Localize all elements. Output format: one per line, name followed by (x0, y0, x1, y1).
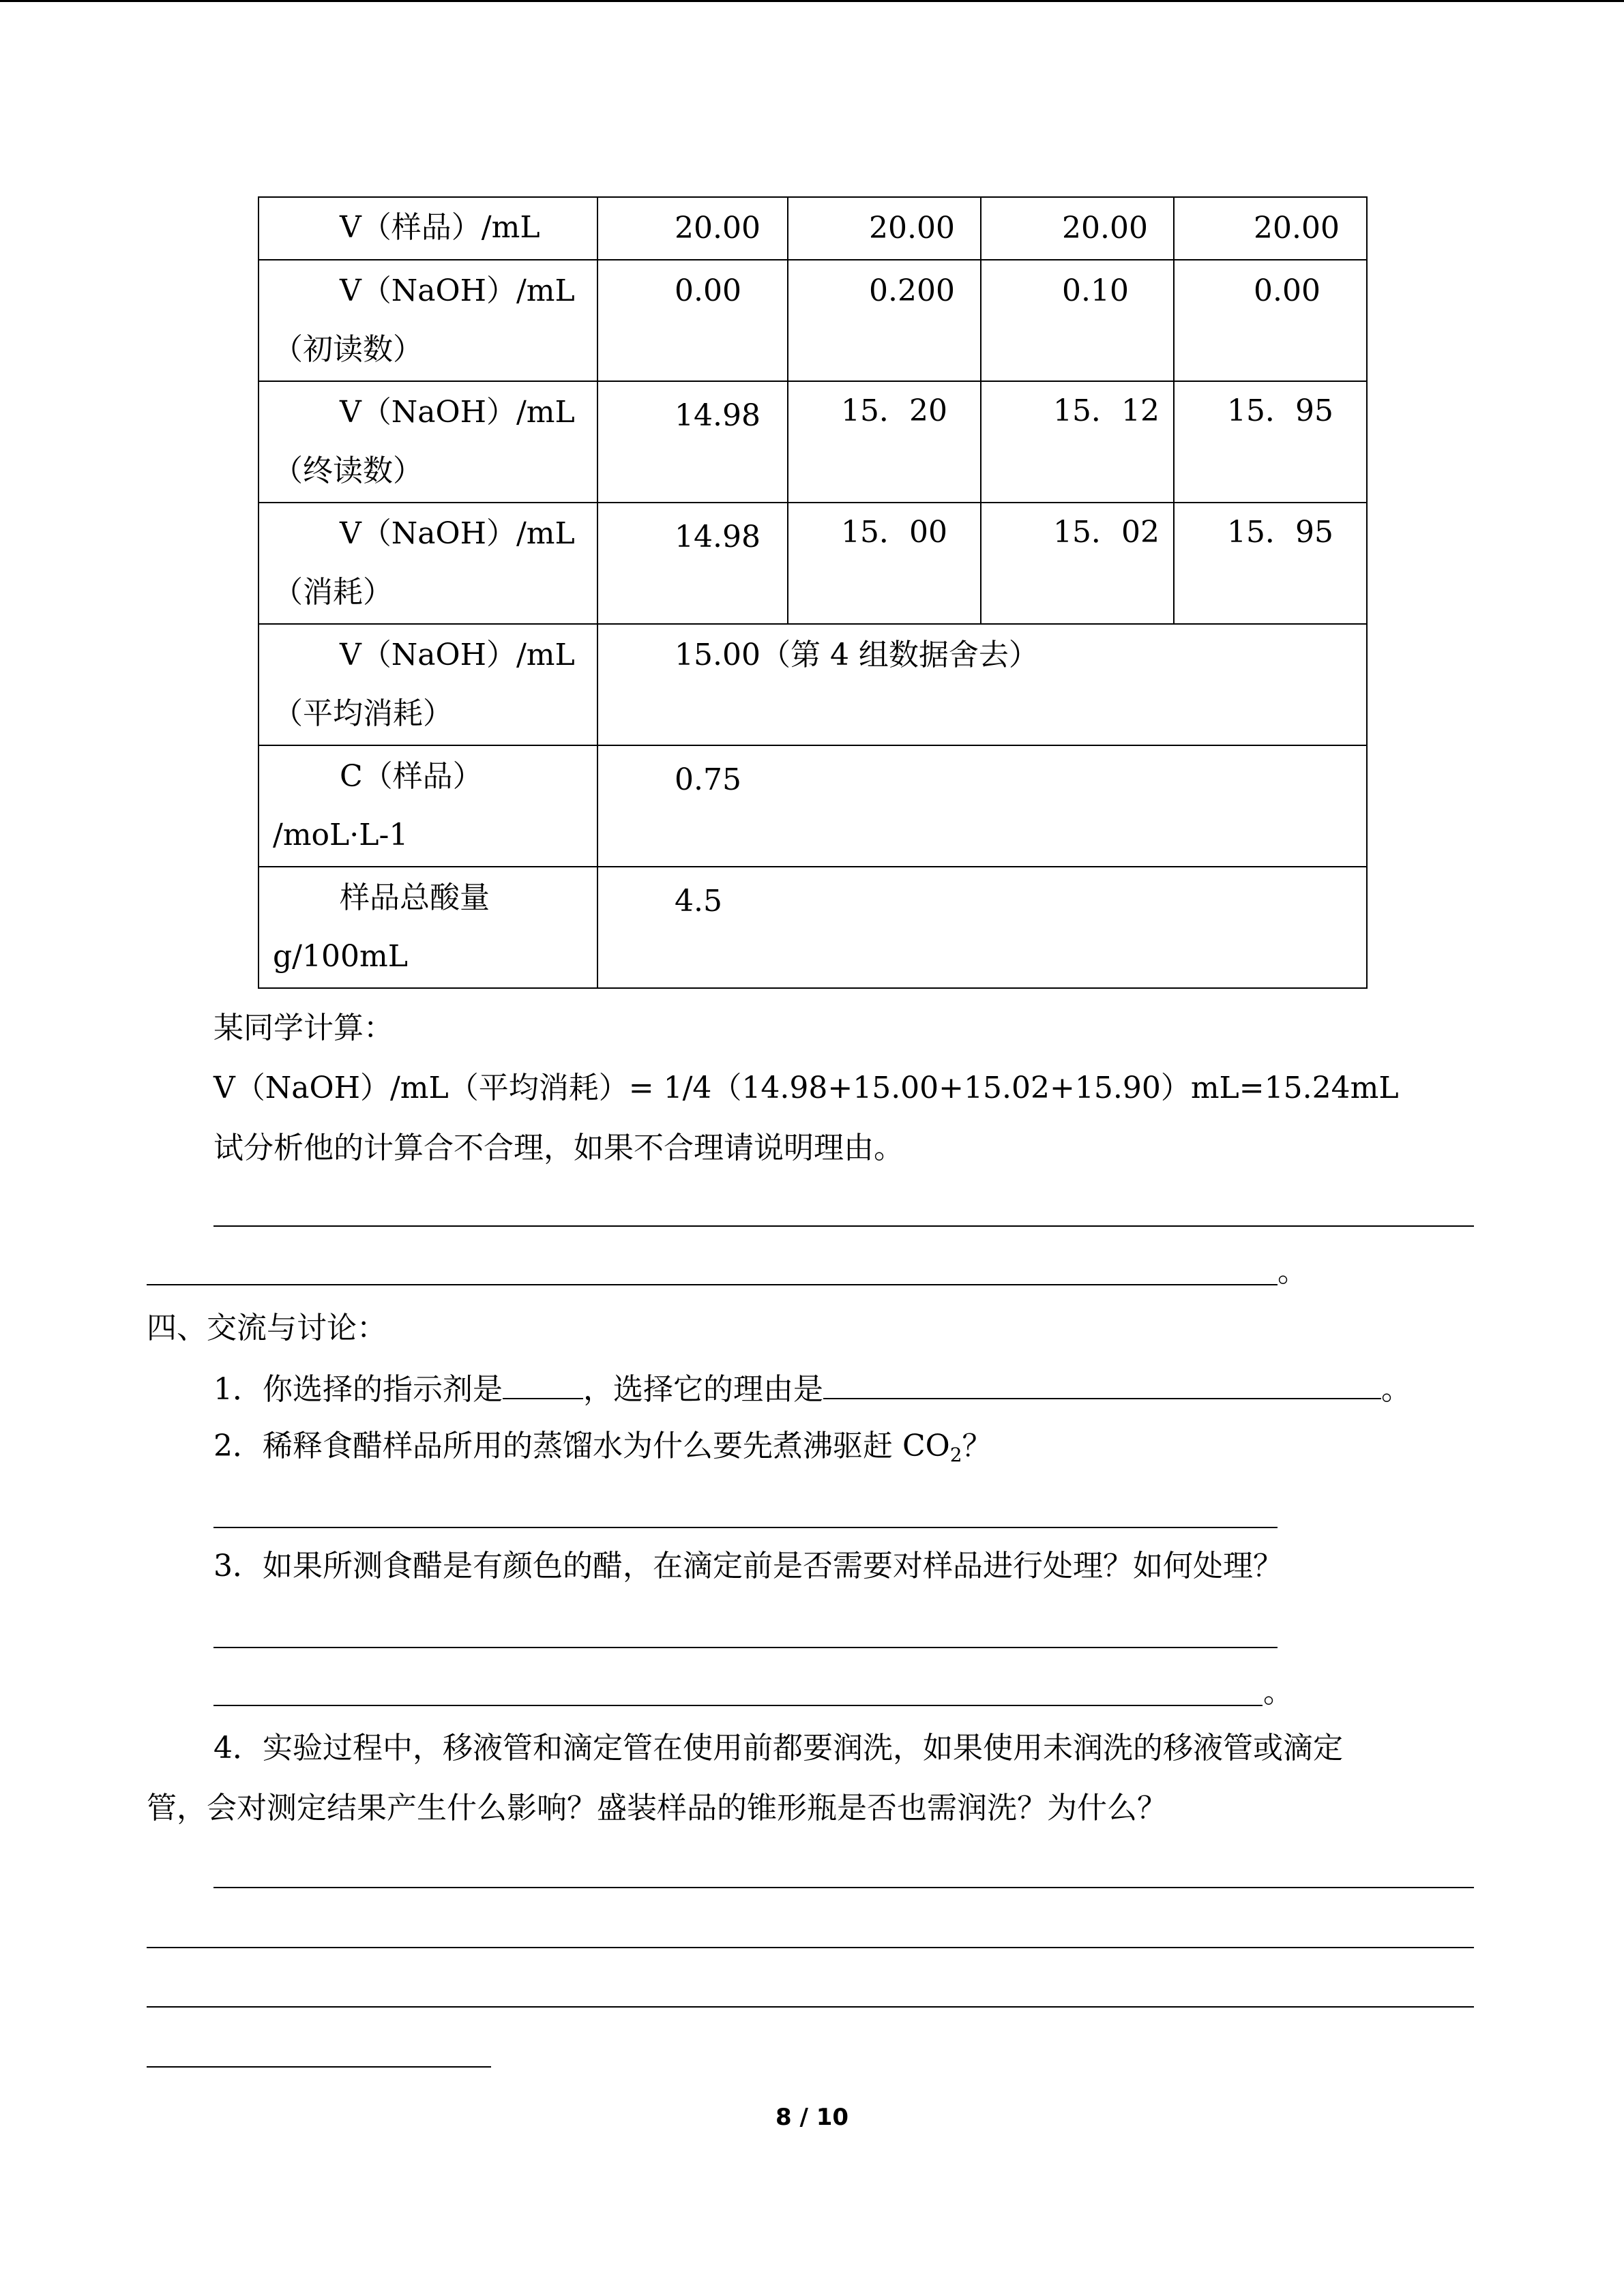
row-label: C（样品） /moL·L-1 (259, 745, 597, 867)
table-cell: 20.00 (1062, 211, 1148, 245)
table-row (259, 745, 1367, 867)
table-cell: 15．00 (841, 515, 947, 550)
table-cell: 15．95 (1227, 393, 1333, 428)
table-cell: 0.200 (869, 273, 955, 308)
question-2: 2．稀释食醋样品所用的蒸馏水为什么要先煮沸驱赶 $CO_2$？ (213, 1429, 992, 1466)
row-label: 样品总酸量 g/100mL (259, 867, 597, 988)
table-cell-merged: 4.5 (675, 884, 722, 919)
table-cell: 15．20 (841, 393, 947, 428)
table-row (259, 197, 1367, 260)
calc-intro: 某同学计算： (213, 1011, 394, 1045)
calc-formula: V（NaOH）/mL（平均消耗）= 1/4（14.98+15.00+15.02+15.90）mL=15.24mL (213, 1071, 1399, 1105)
answer-line (213, 1527, 1278, 1528)
table-row (259, 503, 1367, 624)
row-label: V（NaOH）/mL （平均消耗） (259, 624, 597, 745)
footnote-separator (147, 2066, 491, 2068)
page-number: 8 / 10 (775, 2104, 849, 2131)
table-cell: 20.00 (869, 211, 955, 245)
row-label: V（样品）/mL (259, 197, 597, 260)
table-cell: 14.98 (675, 520, 761, 554)
answer-line (213, 1647, 1278, 1648)
row-label: V（NaOH）/mL （初读数） (259, 260, 597, 381)
table-row (259, 624, 1367, 745)
answer-line (213, 1225, 1474, 1227)
blank-indicator (503, 1372, 583, 1399)
answer-line (147, 1284, 1278, 1285)
top-border (0, 0, 1624, 2)
table-cell: 14.98 (675, 398, 761, 433)
table-row (259, 867, 1367, 988)
answer-line (147, 1947, 1474, 1948)
table-cell: 15．02 (1053, 515, 1160, 550)
table-cell: 0.00 (1254, 273, 1320, 308)
answer-line (213, 1705, 1263, 1706)
answer-line (213, 1887, 1474, 1888)
table-row (259, 381, 1367, 503)
end-mark: 。 (1278, 1254, 1308, 1289)
question-4-line1: 4．实验过程中，移液管和滴定管在使用前都要润洗，如果使用未润洗的移液管或滴定 (213, 1731, 1343, 1765)
table-cell: 0.10 (1062, 273, 1129, 308)
row-label: V（NaOH）/mL （终读数） (259, 381, 597, 503)
titration-data-table (258, 196, 1368, 989)
table-cell-merged: 15.00（第 4 组数据舍去） (675, 638, 1039, 672)
row-label: V（NaOH）/mL （消耗） (259, 503, 597, 624)
question-4-line2: 管，会对测定结果产生什么影响？盛装样品的锥形瓶是否也需润洗？为什么？ (147, 1791, 1167, 1825)
section-heading: 四、交流与讨论： (147, 1311, 387, 1345)
table-cell: 20.00 (1254, 211, 1340, 245)
table-cell-merged: 0.75 (675, 762, 741, 797)
blank-reason (823, 1372, 1381, 1399)
calc-question: 试分析他的计算合不合理，如果不合理请说明理由。 (213, 1131, 904, 1165)
answer-line (147, 2006, 1474, 2008)
table-cell: 15．12 (1053, 393, 1160, 428)
end-mark: 。 (1263, 1675, 1293, 1710)
question-1: 1．你选择的指示剂是 ，选择它的理由是 。 (213, 1372, 1411, 1407)
question-3: 3．如果所测食醋是有颜色的醋，在滴定前是否需要对样品进行处理？如何处理？ (213, 1549, 1283, 1583)
table-cell: 20.00 (675, 211, 761, 245)
table-cell: 0.00 (675, 273, 741, 308)
table-cell: 15．95 (1227, 515, 1333, 550)
table-row (259, 260, 1367, 381)
